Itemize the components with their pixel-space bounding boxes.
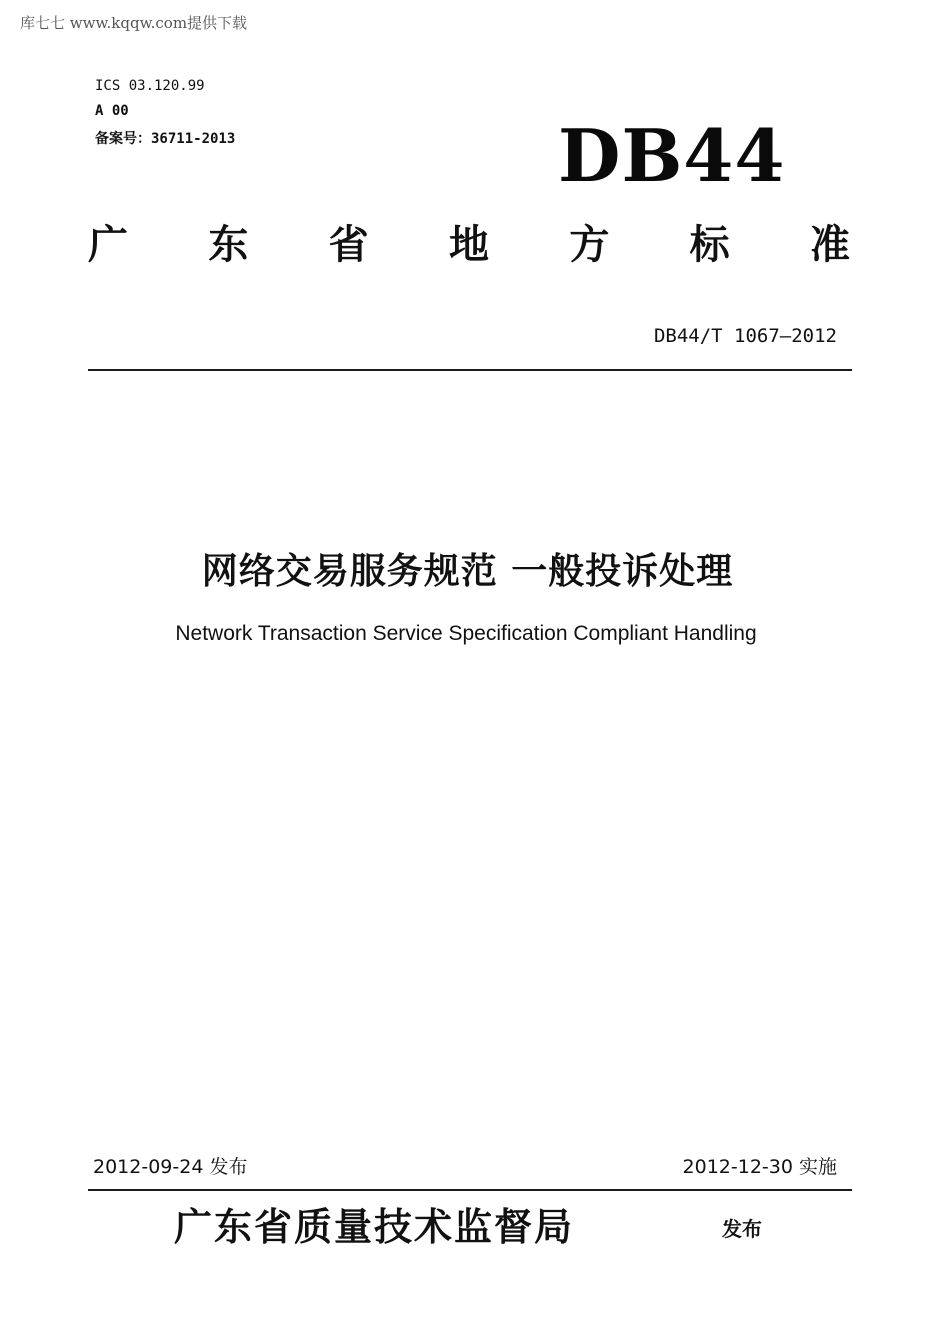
watermark-text: 库七七 www.kqqw.com提供下载 [20, 14, 248, 32]
issue-date: 2012-09-24 [93, 1156, 204, 1178]
standard-type-char: 东 [208, 222, 249, 268]
implementation-date-line [683, 1154, 837, 1180]
record-label: 备案号： [95, 131, 151, 147]
standard-type-char: 方 [569, 222, 610, 268]
record-number [95, 128, 235, 148]
issue-label: 发布 [209, 1156, 248, 1178]
standard-type-heading [88, 220, 850, 270]
standard-type-char: 广 [88, 222, 128, 268]
implementation-label: 实施 [798, 1156, 837, 1178]
standard-type-char: 省 [328, 222, 369, 268]
ics-code: ICS 03.120.99 [95, 78, 205, 94]
standard-number: DB44/T 1067—2012 [653, 325, 837, 347]
issuing-authority: 广东省质量技术监督局 [174, 1204, 575, 1249]
standard-type-char: 准 [809, 222, 850, 268]
issuing-label: 发布 [722, 1217, 762, 1241]
bottom-divider [88, 1189, 852, 1191]
standard-type-char: 标 [689, 222, 730, 268]
standard-code-heading: DB44 [558, 113, 786, 198]
issue-date-line [93, 1154, 247, 1180]
document-title-cn: 网络交易服务规范 一般投诉处理 [201, 551, 734, 592]
implementation-date: 2012-12-30 [682, 1156, 793, 1178]
standard-type-char: 地 [448, 222, 489, 268]
document-title-en: Network Transaction Service Specification Compliant Handling [175, 622, 757, 645]
classification-code: A 00 [95, 103, 129, 119]
top-divider [88, 369, 852, 371]
record-value: 36711-2013 [151, 131, 236, 147]
